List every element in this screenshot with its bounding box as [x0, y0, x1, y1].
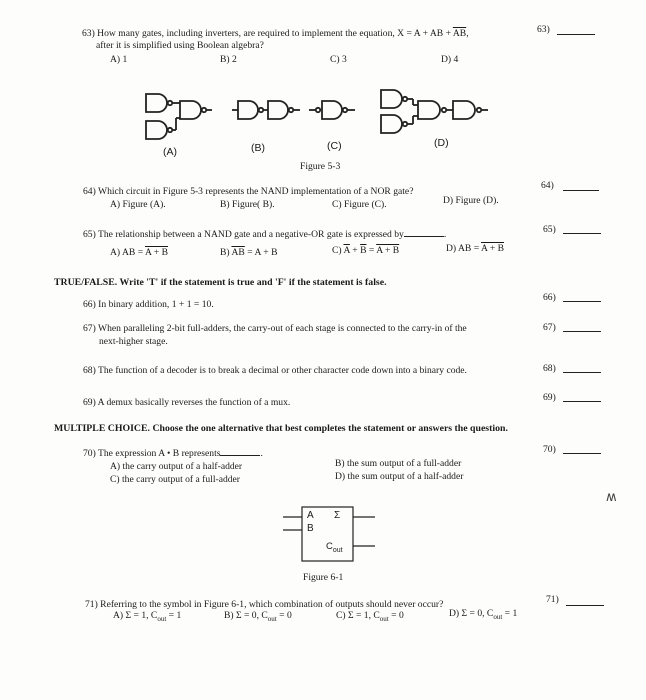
q69-stem: 69) A demux basically reverses the function of a mux. — [83, 397, 291, 408]
q64-option-b: B) Figure( B). — [220, 199, 275, 210]
q70-option-d: D) the sum output of a half-adder — [335, 471, 464, 482]
q70-option-b: B) the sum output of a full-adder — [335, 458, 462, 469]
q68-stem: 68) The function of a decoder is to break a decimal or other character code down into a binary code. — [83, 365, 467, 376]
q63-stem: 63) How many gates, including inverters, are required to implement the equation, X = A + AB + $\overline{AB}$, — [82, 28, 469, 39]
q66-stem: 66) In binary addition, 1 + 1 = 10. — [83, 299, 214, 310]
q71-option-b: B) Σ = 0, $C_{out} = 0$ — [224, 610, 292, 623]
q71-answer-blank[interactable] — [566, 605, 604, 606]
figure-label-c: (C) — [327, 140, 342, 152]
q65-option-d: D) AB = A + B — [446, 243, 505, 254]
q63-option-d: D) 4 — [441, 54, 459, 65]
q64-option-c: C) Figure (C). — [332, 199, 387, 210]
fig61-input-b: B — [307, 523, 314, 534]
q63-option-c: C) 3 — [330, 54, 347, 65]
q67-stem-line2: next-higher stage. — [99, 336, 168, 347]
q67-stem: 67) When paralleling 2-bit full-adders, the carry-out of each stage is connected to the carry-in of the — [83, 323, 467, 334]
true-false-heading: TRUE/FALSE. Write 'T' if the statement is true and 'F' if the statement is false. — [54, 277, 387, 288]
q63-option-a: A) 1 — [110, 54, 128, 65]
q67-number: 67) — [543, 322, 556, 333]
figure-label-b: (B) — [251, 142, 265, 154]
q63-stem-line2: after it is simplified using Boolean algebra? — [96, 40, 264, 51]
q64-number: 64) — [541, 180, 554, 191]
margin-mark: ʍ — [606, 490, 617, 505]
q63-number: 63) — [537, 24, 550, 35]
q71-stem: 71) Referring to the symbol in Figure 6-1, which combination of outputs should never occur? — [85, 599, 444, 610]
q65-number: 65) — [543, 224, 556, 235]
q70-option-a: A) the carry output of a half-adder — [110, 461, 243, 472]
q65-option-c: C) $\overline{A} + \overline{B} = A + B$ — [332, 245, 400, 256]
multiple-choice-heading: MULTIPLE CHOICE. Choose the one alternative that best completes the statement or answers the question. — [54, 423, 508, 434]
q70-option-c: C) the carry output of a full-adder — [110, 474, 240, 485]
figure-6-1-caption: Figure 6-1 — [303, 572, 344, 583]
fig61-cout-label: $C_{out}$ — [326, 541, 343, 554]
q65-option-a: A) AB = A + B — [110, 247, 169, 258]
q71-number: 71) — [546, 594, 559, 605]
fig61-sum-label: Σ — [334, 510, 341, 521]
q70-stem: 70) The expression A • B represents . — [83, 448, 263, 459]
q63-option-b: B) 2 — [220, 54, 237, 65]
figure-5-3-caption: Figure 5-3 — [300, 161, 341, 172]
q70-number: 70) — [543, 444, 556, 455]
figure-label-d: (D) — [434, 137, 449, 149]
q71-option-c: C) Σ = 1, $C_{out} = 0$ — [336, 610, 404, 623]
figure-label-a: (A) — [163, 146, 177, 158]
q68-number: 68) — [543, 363, 556, 374]
fig61-input-a: A — [307, 510, 314, 521]
q71-option-a: A) Σ = 1, $C_{out} = 1$ — [113, 610, 182, 623]
q65-option-b: B) $\overline{AB} = A + B$ — [220, 247, 278, 258]
q66-number: 66) — [543, 292, 556, 303]
q65-stem: 65) The relationship between a NAND gate and a negative-OR gate is expressed by . — [83, 229, 447, 240]
q71-option-d: D) Σ = 0, $C_{out} = 1$ — [449, 608, 518, 621]
q64-option-a: A) Figure (A). — [110, 199, 166, 210]
q64-option-d: D) Figure (D). — [443, 195, 499, 206]
q69-number: 69) — [543, 392, 556, 403]
q64-stem: 64) Which circuit in Figure 5-3 represents the NAND implementation of a NOR gate? — [83, 186, 414, 197]
